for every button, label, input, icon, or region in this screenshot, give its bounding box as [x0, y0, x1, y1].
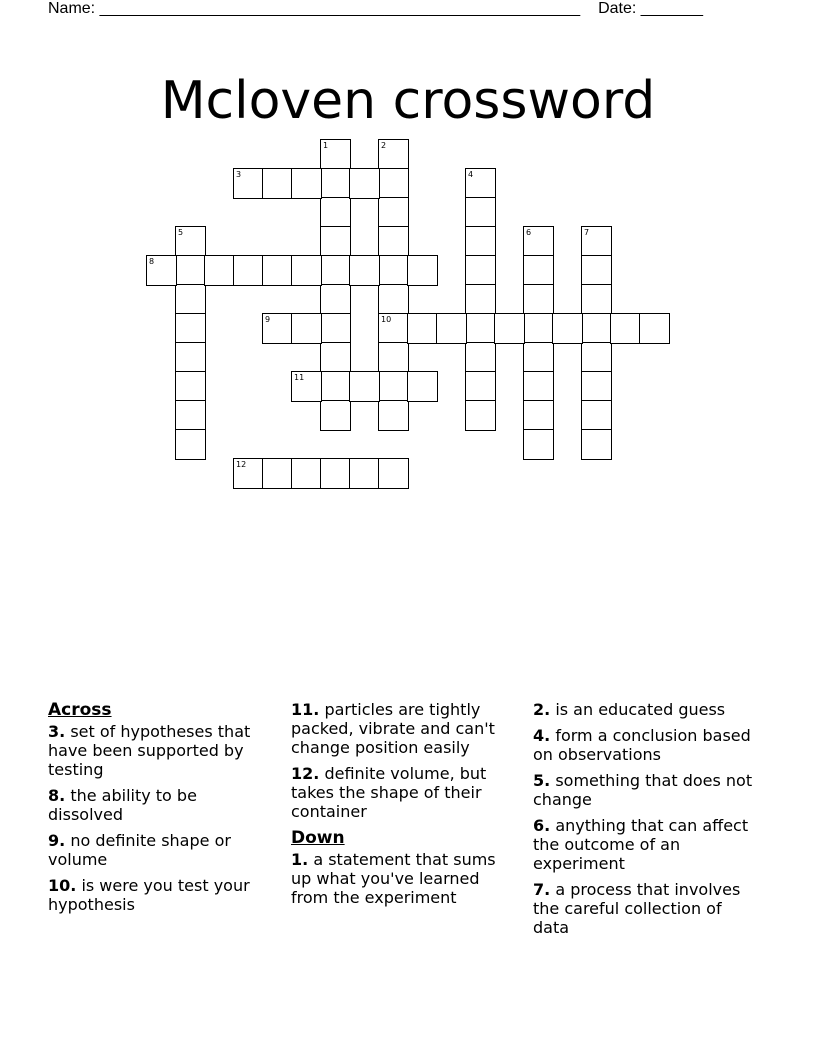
clue-text: the ability to be dissolved — [48, 786, 197, 824]
grid-cell[interactable] — [320, 400, 351, 431]
grid-cell[interactable] — [320, 458, 351, 489]
grid-cell[interactable] — [523, 371, 554, 402]
grid-cell[interactable] — [233, 458, 264, 489]
clue-number: 4. — [533, 726, 551, 745]
across-clue — [291, 764, 511, 821]
grid-cell[interactable] — [233, 168, 264, 199]
grid-cell[interactable] — [175, 313, 206, 344]
clue-text: something that does not change — [533, 771, 753, 809]
grid-cell[interactable] — [349, 371, 380, 402]
grid-cell[interactable] — [581, 284, 612, 315]
grid-cell[interactable] — [378, 371, 409, 402]
date-field-label: Date: _______ — [598, 0, 704, 17]
clues-section — [48, 700, 768, 1000]
grid-cell[interactable] — [465, 313, 496, 344]
down-clue — [533, 771, 753, 809]
grid-cell[interactable] — [378, 255, 409, 286]
grid-cell[interactable] — [320, 313, 351, 344]
cell-number: 9 — [265, 315, 271, 324]
grid-cell[interactable] — [262, 168, 293, 199]
grid-cell[interactable] — [465, 371, 496, 402]
cell-number: 2 — [381, 141, 387, 150]
grid-cell[interactable] — [291, 255, 322, 286]
grid-cell[interactable] — [581, 429, 612, 460]
cell-number: 6 — [526, 228, 532, 237]
clues-column-3 — [533, 700, 753, 944]
clue-number: 10. — [48, 876, 77, 895]
cell-number: 5 — [178, 228, 184, 237]
grid-cell[interactable] — [378, 139, 409, 170]
clue-number: 11. — [291, 700, 320, 719]
grid-cell[interactable] — [320, 371, 351, 402]
grid-cell[interactable] — [523, 226, 554, 257]
grid-cell[interactable] — [146, 255, 177, 286]
across-clue — [48, 876, 268, 914]
grid-cell[interactable] — [581, 342, 612, 373]
clues-column-1 — [48, 700, 268, 921]
grid-cell[interactable] — [465, 168, 496, 199]
grid-cell[interactable] — [291, 371, 322, 402]
grid-cell[interactable] — [523, 400, 554, 431]
grid-cell[interactable] — [175, 371, 206, 402]
grid-cell[interactable] — [494, 313, 525, 344]
grid-cell[interactable] — [465, 284, 496, 315]
grid-cell[interactable] — [610, 313, 641, 344]
grid-cell[interactable] — [378, 284, 409, 315]
grid-cell[interactable] — [320, 255, 351, 286]
grid-cell[interactable] — [523, 255, 554, 286]
grid-cell[interactable] — [175, 342, 206, 373]
clue-text: form a conclusion based on observations — [533, 726, 751, 764]
grid-cell[interactable] — [407, 313, 438, 344]
grid-cell[interactable] — [552, 313, 583, 344]
grid-cell[interactable] — [378, 458, 409, 489]
grid-cell[interactable] — [378, 342, 409, 373]
clue-number: 12. — [291, 764, 320, 783]
grid-cell[interactable] — [465, 342, 496, 373]
across-clue — [48, 786, 268, 824]
down-heading: Down — [291, 828, 345, 848]
grid-cell[interactable] — [465, 255, 496, 286]
grid-cell[interactable] — [320, 284, 351, 315]
grid-cell[interactable] — [436, 313, 467, 344]
across-heading: Across — [48, 700, 112, 720]
clue-text: a process that involves the careful collection of data — [533, 880, 741, 937]
clues-column-2 — [291, 700, 511, 914]
down-clue — [533, 816, 753, 873]
clue-text: anything that can affect the outcome of an experiment — [533, 816, 749, 873]
grid-cell[interactable] — [378, 226, 409, 257]
grid-cell[interactable] — [320, 342, 351, 373]
grid-cell[interactable] — [639, 313, 670, 344]
down-clue — [291, 850, 511, 907]
grid-cell[interactable] — [262, 255, 293, 286]
clue-number: 5. — [533, 771, 551, 790]
grid-cell[interactable] — [581, 313, 612, 344]
grid-cell[interactable] — [349, 168, 380, 199]
grid-cell[interactable] — [378, 168, 409, 199]
grid-cell[interactable] — [465, 400, 496, 431]
across-clue — [291, 700, 511, 757]
grid-cell[interactable] — [581, 255, 612, 286]
grid-cell[interactable] — [175, 226, 206, 257]
cell-number: 11 — [294, 373, 305, 382]
clue-text: a statement that sums up what you've learned from the experiment — [291, 850, 496, 907]
grid-cell[interactable] — [320, 226, 351, 257]
cell-number: 3 — [236, 170, 242, 179]
grid-cell[interactable] — [581, 400, 612, 431]
grid-cell[interactable] — [349, 255, 380, 286]
grid-cell[interactable] — [523, 429, 554, 460]
clue-text: is an educated guess — [555, 700, 726, 719]
puzzle-title: Mcloven crossword — [160, 70, 656, 131]
grid-cell[interactable] — [175, 284, 206, 315]
cell-number: 8 — [149, 257, 155, 266]
grid-cell[interactable] — [320, 168, 351, 199]
cell-number: 1 — [323, 141, 329, 150]
grid-cell[interactable] — [320, 197, 351, 228]
clue-text: no definite shape or volume — [48, 831, 231, 869]
cell-number: 10 — [381, 315, 392, 324]
clue-number: 9. — [48, 831, 66, 850]
grid-cell[interactable] — [349, 458, 380, 489]
name-field-label: Name: ______________________________________________________ — [48, 0, 581, 17]
grid-cell[interactable] — [378, 313, 409, 344]
grid-cell[interactable] — [175, 400, 206, 431]
grid-cell[interactable] — [262, 313, 293, 344]
grid-cell[interactable] — [378, 400, 409, 431]
clue-number: 6. — [533, 816, 551, 835]
down-clue — [533, 700, 753, 719]
grid-cell[interactable] — [523, 342, 554, 373]
across-clue — [48, 831, 268, 869]
clue-text: is were you test your hypothesis — [48, 876, 250, 914]
clue-text: set of hypotheses that have been supported by testing — [48, 722, 251, 779]
grid-cell[interactable] — [581, 226, 612, 257]
grid-cell[interactable] — [581, 371, 612, 402]
clue-text: particles are tightly packed, vibrate and can't change position easily — [291, 700, 495, 757]
grid-cell[interactable] — [291, 168, 322, 199]
clue-number: 1. — [291, 850, 309, 869]
clue-text: definite volume, but takes the shape of their container — [291, 764, 487, 821]
grid-cell[interactable] — [523, 313, 554, 344]
clue-number: 7. — [533, 880, 551, 899]
cell-number: 4 — [468, 170, 474, 179]
down-clue — [533, 726, 753, 764]
cell-number: 7 — [584, 228, 590, 237]
grid-cell[interactable] — [523, 284, 554, 315]
grid-cell[interactable] — [233, 255, 264, 286]
grid-cell[interactable] — [291, 313, 322, 344]
cell-number: 12 — [236, 460, 247, 469]
grid-cell[interactable] — [262, 458, 293, 489]
grid-cell[interactable] — [175, 255, 206, 286]
clue-number: 8. — [48, 786, 66, 805]
clue-number: 2. — [533, 700, 551, 719]
grid-cell[interactable] — [465, 226, 496, 257]
across-clue — [48, 722, 268, 779]
grid-cell[interactable] — [291, 458, 322, 489]
down-clue — [533, 880, 753, 937]
grid-cell[interactable] — [204, 255, 235, 286]
grid-cell[interactable] — [407, 371, 438, 402]
grid-cell[interactable] — [407, 255, 438, 286]
grid-cell[interactable] — [465, 197, 496, 228]
grid-cell[interactable] — [175, 429, 206, 460]
clue-number: 3. — [48, 722, 66, 741]
grid-cell[interactable] — [378, 197, 409, 228]
crossword-grid — [0, 0, 816, 500]
grid-cell[interactable] — [320, 139, 351, 170]
